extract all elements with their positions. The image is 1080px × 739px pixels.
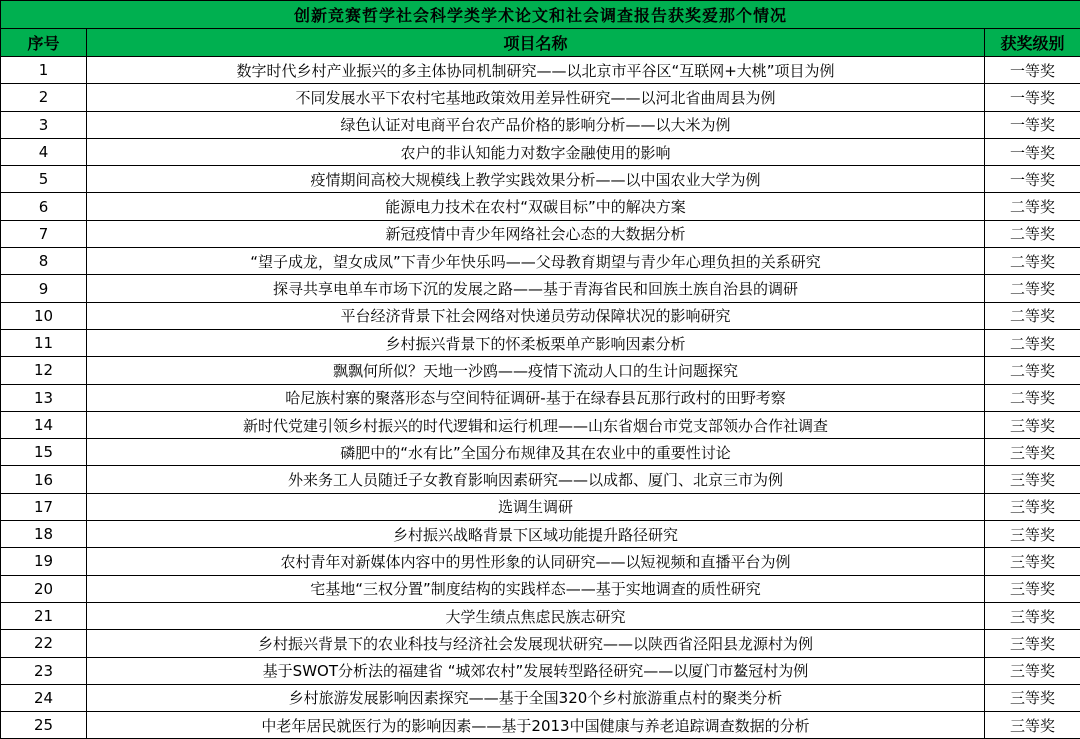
row-number-cell: 9 xyxy=(1,275,87,302)
project-name-cell: 数字时代乡村产业振兴的多主体协同机制研究——以北京市平谷区“互联网+大桃”项目为例 xyxy=(87,57,985,84)
project-name-cell: 乡村振兴背景下的农业科技与经济社会发展现状研究——以陕西省泾阳县龙源村为例 xyxy=(87,630,985,657)
project-name-cell: 不同发展水平下农村宅基地政策效用差异性研究——以河北省曲周县为例 xyxy=(87,84,985,111)
row-number-cell: 11 xyxy=(1,329,87,356)
project-name-cell: 农户的非认知能力对数字金融使用的影响 xyxy=(87,138,985,165)
table-row xyxy=(1,329,1080,356)
row-number-cell: 10 xyxy=(1,302,87,329)
table-row xyxy=(1,712,1080,739)
row-number-cell: 1 xyxy=(1,57,87,84)
award-level-cell: 三等奖 xyxy=(985,411,1080,438)
row-number-cell: 25 xyxy=(1,712,87,739)
table-row xyxy=(1,684,1080,711)
table-row xyxy=(1,302,1080,329)
table-row xyxy=(1,57,1080,84)
award-level-cell: 三等奖 xyxy=(985,439,1080,466)
header-award: 获奖级别 xyxy=(985,29,1080,57)
table-row xyxy=(1,548,1080,575)
award-level-cell: 三等奖 xyxy=(985,630,1080,657)
row-number-cell: 15 xyxy=(1,439,87,466)
row-number-cell: 5 xyxy=(1,166,87,193)
row-number-cell: 21 xyxy=(1,602,87,629)
project-name-cell: 平台经济背景下社会网络对快递员劳动保障状况的影响研究 xyxy=(87,302,985,329)
row-number-cell: 13 xyxy=(1,384,87,411)
award-level-cell: 三等奖 xyxy=(985,684,1080,711)
table-row xyxy=(1,111,1080,138)
row-number-cell: 24 xyxy=(1,684,87,711)
row-number-cell: 14 xyxy=(1,411,87,438)
table-row xyxy=(1,84,1080,111)
table-row xyxy=(1,602,1080,629)
award-level-cell: 二等奖 xyxy=(985,220,1080,247)
project-name-cell: 外来务工人员随迁子女教育影响因素研究——以成都、厦门、北京三市为例 xyxy=(87,466,985,493)
project-name-cell: 疫情期间高校大规模线上教学实践效果分析——以中国农业大学为例 xyxy=(87,166,985,193)
row-number-cell: 3 xyxy=(1,111,87,138)
row-number-cell: 7 xyxy=(1,220,87,247)
table-row xyxy=(1,575,1080,602)
table-row xyxy=(1,357,1080,384)
project-name-cell: 农村青年对新媒体内容中的男性形象的认同研究——以短视频和直播平台为例 xyxy=(87,548,985,575)
row-number-cell: 4 xyxy=(1,138,87,165)
project-name-cell: 中老年居民就医行为的影响因素——基于2013中国健康与养老追踪调查数据的分析 xyxy=(87,712,985,739)
award-level-cell: 三等奖 xyxy=(985,493,1080,520)
project-name-cell: 磷肥中的“水有比”全国分布规律及其在农业中的重要性讨论 xyxy=(87,439,985,466)
award-level-cell: 二等奖 xyxy=(985,302,1080,329)
title-row xyxy=(1,1,1080,29)
award-level-cell: 三等奖 xyxy=(985,521,1080,548)
header-no: 序号 xyxy=(1,29,87,57)
table-row xyxy=(1,493,1080,520)
row-number-cell: 6 xyxy=(1,193,87,220)
award-level-cell: 一等奖 xyxy=(985,138,1080,165)
project-name-cell: 哈尼族村寨的聚落形态与空间特征调研-基于在绿春县瓦那行政村的田野考察 xyxy=(87,384,985,411)
project-name-cell: 大学生绩点焦虑民族志研究 xyxy=(87,602,985,629)
project-name-cell: 飘飘何所似？天地一沙鸥——疫情下流动人口的生计问题探究 xyxy=(87,357,985,384)
award-level-cell: 二等奖 xyxy=(985,193,1080,220)
table-row xyxy=(1,220,1080,247)
project-name-cell: 基于SWOT分析法的福建省 “城郊农村”发展转型路径研究——以厦门市鳌冠村为例 xyxy=(87,657,985,684)
project-name-cell: 乡村振兴背景下的怀柔板栗单产影响因素分析 xyxy=(87,329,985,356)
project-name-cell: 宅基地“三权分置”制度结构的实践样态——基于实地调查的质性研究 xyxy=(87,575,985,602)
project-name-cell: “望子成龙，望女成凤”下青少年快乐吗——父母教育期望与青少年心理负担的关系研究 xyxy=(87,248,985,275)
table-row xyxy=(1,193,1080,220)
table-row xyxy=(1,411,1080,438)
row-number-cell: 8 xyxy=(1,248,87,275)
award-level-cell: 二等奖 xyxy=(985,329,1080,356)
award-level-cell: 三等奖 xyxy=(985,712,1080,739)
table-row xyxy=(1,439,1080,466)
table-row xyxy=(1,521,1080,548)
project-name-cell: 乡村旅游发展影响因素探究——基于全国320个乡村旅游重点村的聚类分析 xyxy=(87,684,985,711)
row-number-cell: 16 xyxy=(1,466,87,493)
row-number-cell: 20 xyxy=(1,575,87,602)
award-level-cell: 二等奖 xyxy=(985,248,1080,275)
table-row xyxy=(1,466,1080,493)
table-row xyxy=(1,138,1080,165)
award-level-cell: 一等奖 xyxy=(985,166,1080,193)
row-number-cell: 18 xyxy=(1,521,87,548)
row-number-cell: 22 xyxy=(1,630,87,657)
row-number-cell: 17 xyxy=(1,493,87,520)
row-number-cell: 23 xyxy=(1,657,87,684)
table-row xyxy=(1,384,1080,411)
row-number-cell: 2 xyxy=(1,84,87,111)
award-level-cell: 一等奖 xyxy=(985,84,1080,111)
project-name-cell: 新冠疫情中青少年网络社会心态的大数据分析 xyxy=(87,220,985,247)
table-row xyxy=(1,166,1080,193)
table-row xyxy=(1,657,1080,684)
header-row xyxy=(1,29,1080,57)
award-level-cell: 一等奖 xyxy=(985,57,1080,84)
table-title: 创新竞赛哲学社会科学类学术论文和社会调查报告获奖爱那个情况 xyxy=(1,1,1080,29)
project-name-cell: 能源电力技术在农村“双碳目标”中的解决方案 xyxy=(87,193,985,220)
award-level-cell: 二等奖 xyxy=(985,357,1080,384)
row-number-cell: 12 xyxy=(1,357,87,384)
award-level-cell: 三等奖 xyxy=(985,548,1080,575)
project-name-cell: 绿色认证对电商平台农产品价格的影响分析——以大米为例 xyxy=(87,111,985,138)
project-name-cell: 新时代党建引领乡村振兴的时代逻辑和运行机理——山东省烟台市党支部领办合作社调查 xyxy=(87,411,985,438)
award-level-cell: 三等奖 xyxy=(985,602,1080,629)
award-level-cell: 一等奖 xyxy=(985,111,1080,138)
award-level-cell: 三等奖 xyxy=(985,466,1080,493)
project-name-cell: 选调生调研 xyxy=(87,493,985,520)
award-level-cell: 二等奖 xyxy=(985,384,1080,411)
table-row xyxy=(1,248,1080,275)
table-row xyxy=(1,630,1080,657)
project-name-cell: 乡村振兴战略背景下区域功能提升路径研究 xyxy=(87,521,985,548)
award-level-cell: 二等奖 xyxy=(985,275,1080,302)
table-row xyxy=(1,275,1080,302)
header-name: 项目名称 xyxy=(87,29,985,57)
award-level-cell: 三等奖 xyxy=(985,575,1080,602)
row-number-cell: 19 xyxy=(1,548,87,575)
project-name-cell: 探寻共享电单车市场下沉的发展之路——基于青海省民和回族土族自治县的调研 xyxy=(87,275,985,302)
table-body xyxy=(1,57,1080,739)
award-level-cell: 三等奖 xyxy=(985,657,1080,684)
